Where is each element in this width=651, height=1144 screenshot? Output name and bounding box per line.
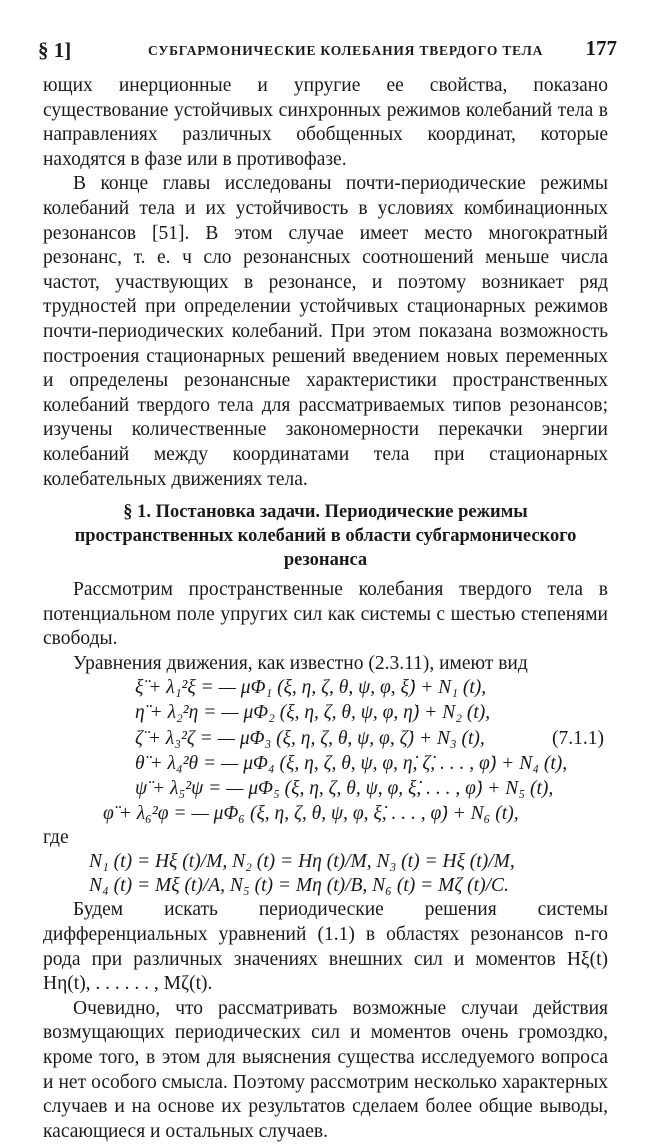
where-label: где [43, 827, 69, 849]
header-section-marker: § 1] [38, 38, 72, 62]
paragraph-4: Уравнения движения, как известно (2.3.11), имеют вид [73, 652, 528, 674]
equation-line-3: ζ̈ + λ₃²ζ = — μΦ₃ (ξ, η, ζ, θ, ψ, φ, ζ̇) + N₃ (t), [135, 728, 485, 750]
equation-line-4: θ̈ + λ₄²θ = — μΦ₄ (ξ, η, ζ, θ, ψ, φ, η̇, ζ̇, . . . , φ̇) + N₄ (t), [135, 753, 568, 775]
definition-line-2: N₄ (t) = Mξ (t)/A, N₅ (t) = Mη (t)/B, N₆ (t) = Mζ (t)/C. [89, 875, 509, 897]
page-body [43, 74, 608, 1144]
paragraph-6: Очевидно, что рассматривать возможные случаи действия возмущающих периодических сил и моментов очень громоздко, кроме того, в этом для выяснения существа исследуемого вопроса и нет особого смысла. Поэтому рассмотрим несколько характерных случаев и на основе их результатов сделаем более общие выводы, касающиеся и остальных случаев. [43, 997, 608, 1142]
equation-system [43, 676, 608, 826]
equation-line-6: φ̈ + λ₆²φ = — μΦ₆ (ξ, η, ζ, θ, ψ, φ, ξ̇, . . . , φ̇) + N₆ (t), [103, 803, 519, 825]
paragraph-1: ющих инерционные и упругие ее свойства, показано существование устойчивых синхронных режимов колебаний тела в направлениях различных обобщенных координат, которые находятся в фазе или в противофазе. [43, 75, 608, 170]
paragraph-5: Будем искать периодические решения системы дифференциальных уравнений (1.1) в областях резонансов n-го рода при различных значениях внешних сил и моментов Hξ(t) Hη(t), . . . . . . , Mζ(t). [43, 899, 608, 995]
equation-line-5: ψ̈ + λ₅²ψ = — μΦ₅ (ξ, η, ζ, θ, ψ, φ, ξ̇, . . . , φ̇) + N₅ (t), [135, 778, 554, 800]
page-number: 177 [585, 36, 617, 60]
running-header [38, 36, 617, 64]
equation-line-2: η̈ + λ₂²η = — μΦ₂ (ξ, η, ζ, θ, ψ, φ, η̇) + N₂ (t), [135, 702, 491, 724]
definitions-block [43, 850, 608, 898]
equation-number: (7.1.1) [552, 728, 604, 750]
section-heading: § 1. Постановка задачи. Периодические режимы пространственных колебаний в области субгармонического резонанса [74, 502, 577, 571]
definition-line-1: N₁ (t) = Hξ (t)/M, N₂ (t) = Hη (t)/M, N₃ (t) = Hξ (t)/M, [89, 851, 515, 873]
paragraph-3: Рассмотрим пространственные колебания твердого тела в потенциальном поле упругих сил как системы с шестью степенями свободы. [43, 579, 608, 650]
paragraph-2: В конце главы исследованы почти-периодические режимы колебаний тела и их устойчивость в условиях комбинационных резонансов [51]. В этом случае имеет место многократный резонанс, т. е. ч сло резонансных соотношений меньше числа частот, участвующих в резонансе, и поэтому возникает ряд трудностей при определении устойчивых стационарных режимов почти-периодических колебаний. При этом показана возможность построения стационарных решений введением новых переменных и определены резонансные характеристики пространственных колебаний твердого тела для рассматриваемых типов резонансов; изучены количественные закономерности перекачки энергии колебаний между координатами тела при стационарных колебательных движениях тела. [43, 173, 608, 490]
header-title: СУБГАРМОНИЧЕСКИЕ КОЛЕБАНИЯ ТВЕРДОГО ТЕЛА [148, 43, 544, 58]
equation-line-1: ξ̈ + λ₁²ξ = — μΦ₁ (ξ, η, ζ, θ, ψ, φ, ξ̇) + N₁ (t), [135, 677, 487, 699]
